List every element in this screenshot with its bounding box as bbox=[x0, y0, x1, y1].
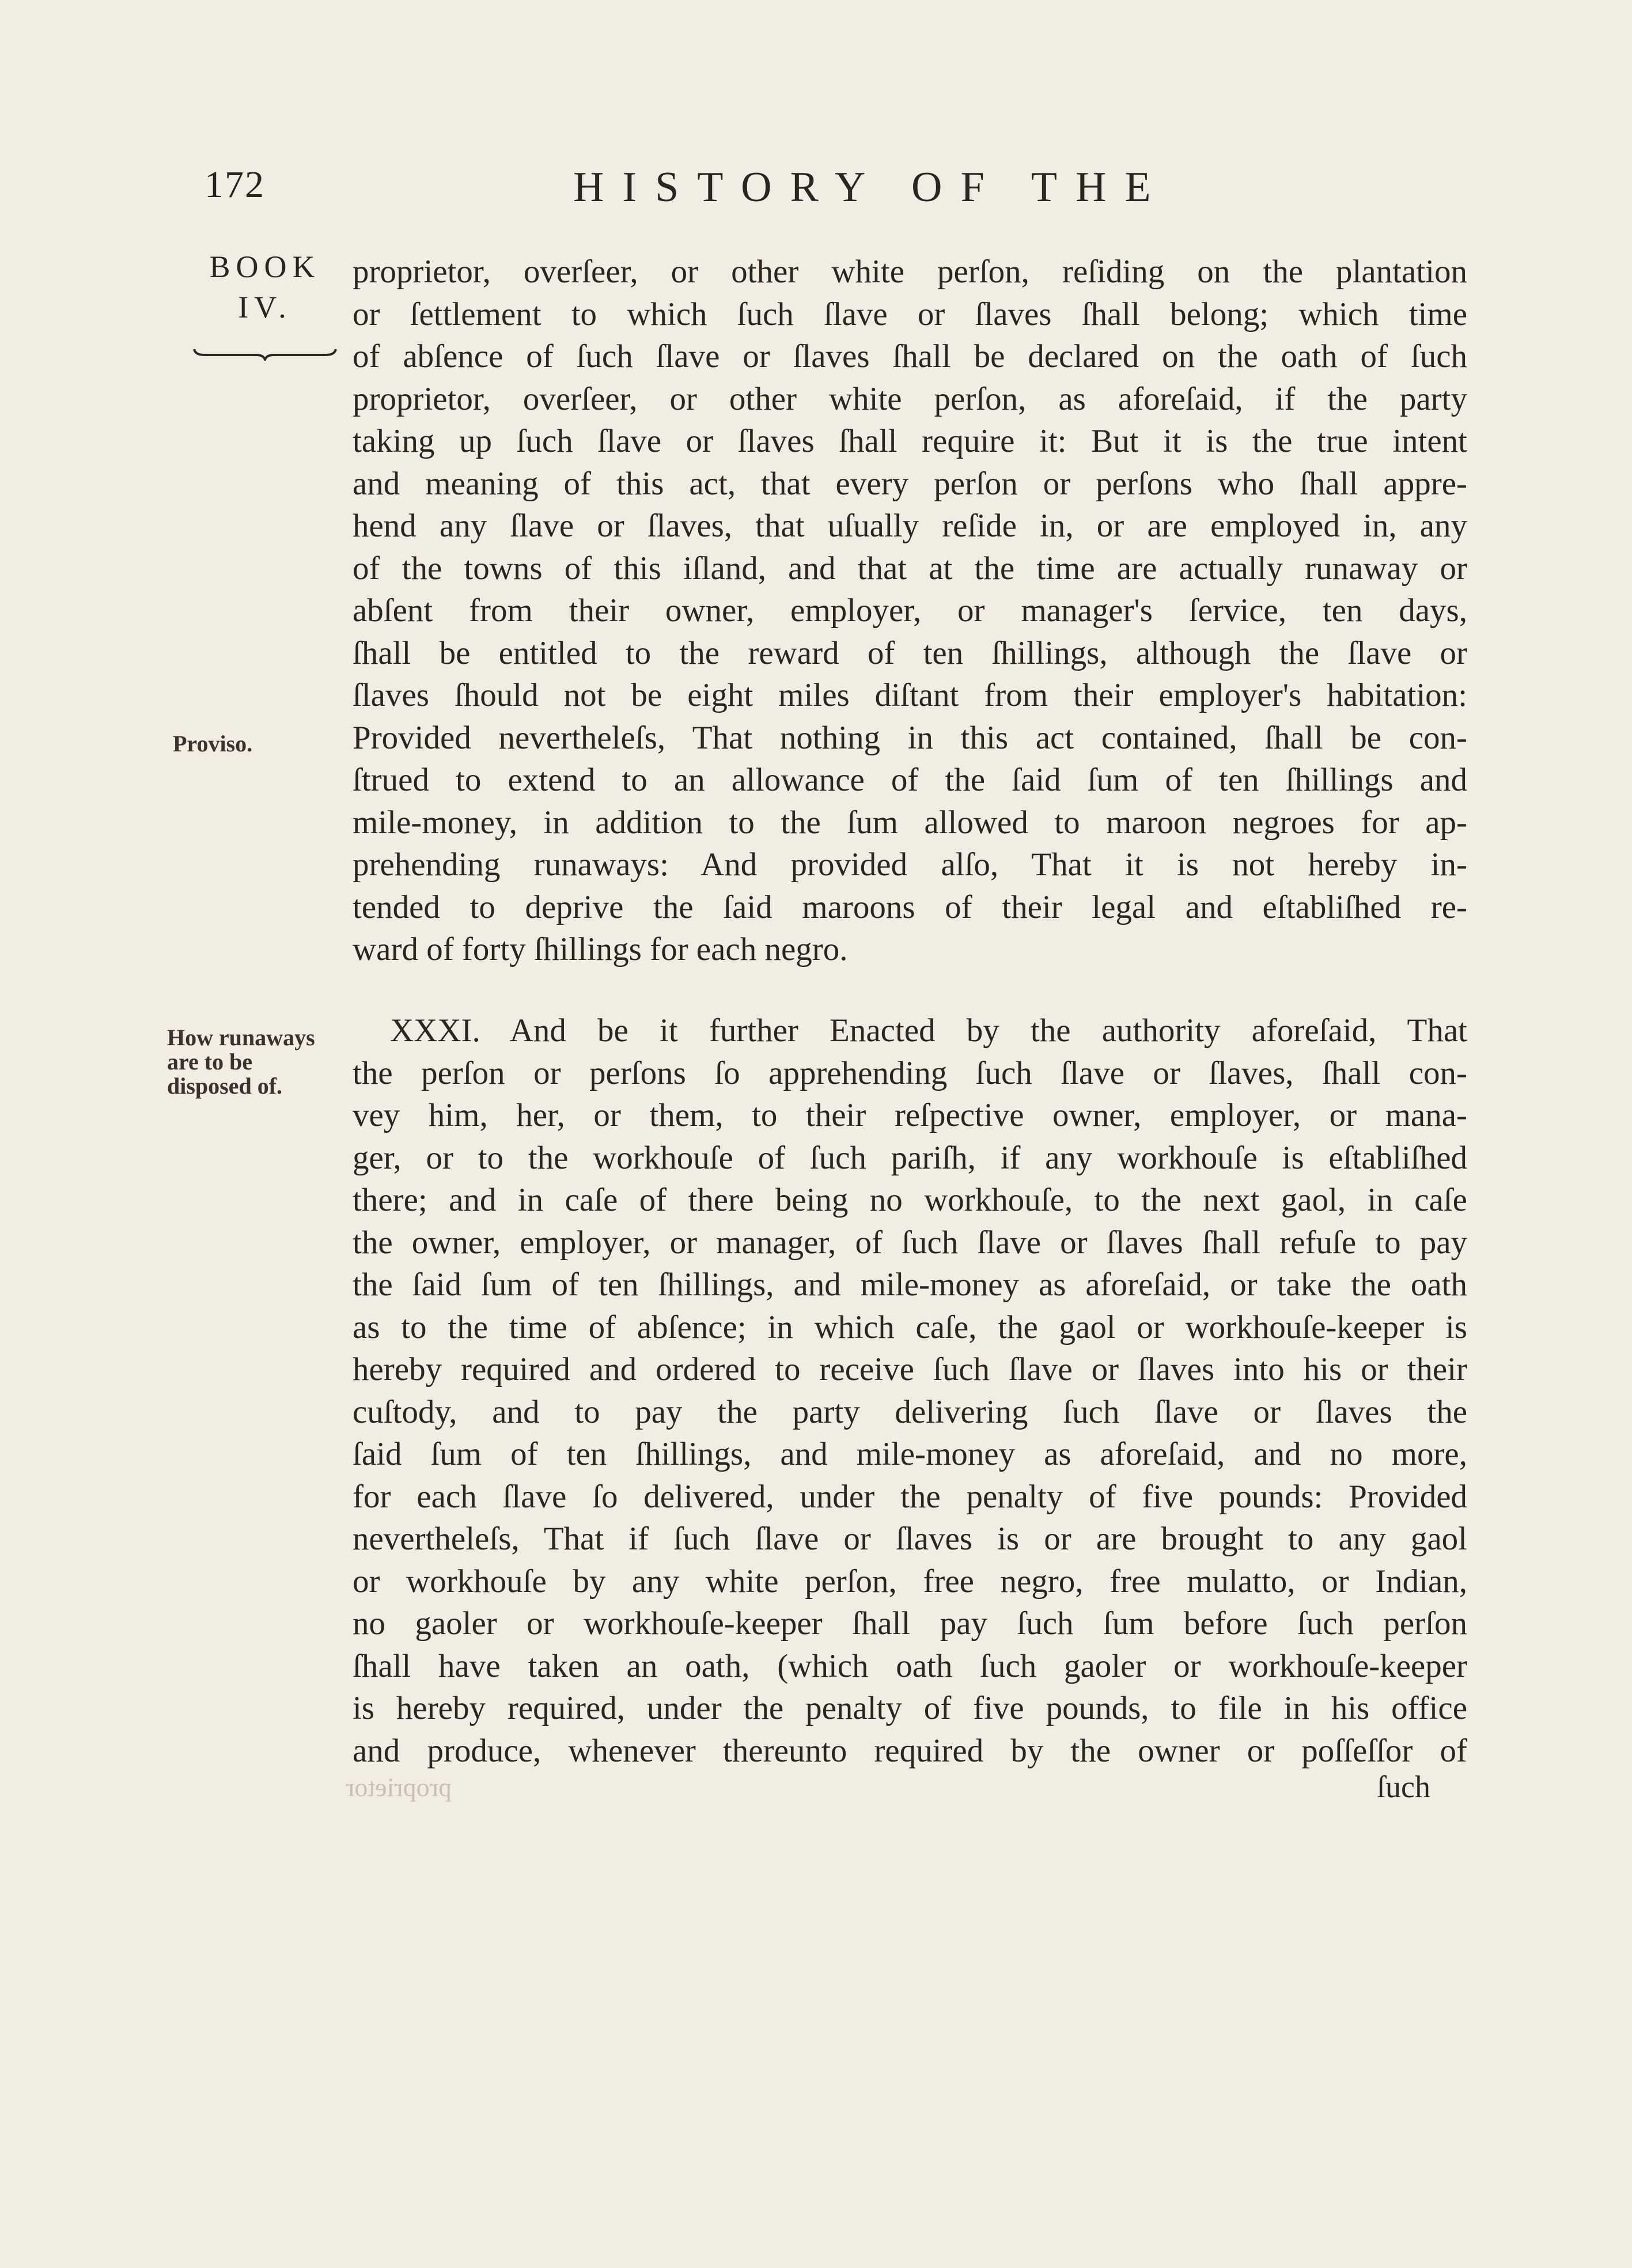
text-line: the ſaid ſum of ten ſhillings, and mile-money as aforeſaid, or take the oath bbox=[353, 1267, 1467, 1303]
text-line: proprietor, overſeer, or other white perſon, reſiding on the plantation bbox=[353, 254, 1467, 290]
book-label-word: BOOK bbox=[209, 250, 321, 284]
text-line: vey him, her, or them, to their reſpective owner, employer, or mana- bbox=[353, 1097, 1467, 1133]
text-line: ſhall be entitled to the reward of ten ſhillings, although the ſlave or bbox=[353, 634, 1467, 671]
text-line: taking up ſuch ſlave or ſlaves ſhall require it: But it is the true intent bbox=[353, 423, 1467, 459]
text-line: XXXI. And be it further Enacted by the authority aforeſaid, That bbox=[390, 1012, 1467, 1049]
text-line: is hereby required, under the penalty of five pounds, to file in his office bbox=[353, 1690, 1467, 1726]
text-line: ger, or to the workhouſe of ſuch pariſh, if any workhouſe is eſtabliſhed bbox=[353, 1139, 1467, 1176]
text-line: tended to deprive the ſaid maroons of their legal and eſtabliſhed re- bbox=[353, 889, 1467, 925]
text-line: of abſence of ſuch ſlave or ſlaves ſhall be declared on the oath of ſuch bbox=[353, 338, 1467, 375]
text-line: cuſtody, and to pay the party delivering ſuch ſlave or ſlaves the bbox=[353, 1393, 1467, 1430]
text-line: as to the time of abſence; in which caſe, the gaol or workhouſe-keeper is bbox=[353, 1309, 1467, 1345]
text-line: abſent from their owner, employer, or manager's ſervice, ten days, bbox=[353, 592, 1467, 629]
text-line: ſtrued to extend to an allowance of the ſaid ſum of ten ſhillings and bbox=[353, 762, 1467, 798]
text-line: and produce, whenever thereunto required by the owner or poſſeſſor of bbox=[353, 1732, 1467, 1769]
text-line: for each ſlave ſo delivered, under the penalty of five pounds: Provided bbox=[353, 1478, 1467, 1515]
text-line: hereby required and ordered to receive ſuch ſlave or ſlaves into his or their bbox=[353, 1351, 1467, 1388]
running-head: HISTORY OF THE bbox=[573, 164, 1169, 211]
margin-note-runaways: How runaways are to be disposed of. bbox=[167, 1025, 315, 1099]
text-line: or workhouſe by any white perſon, free negro, free mulatto, or Indian, bbox=[353, 1563, 1467, 1600]
book-volume: IV. bbox=[238, 290, 292, 324]
text-line: proprietor, overſeer, or other white perſon, as aforeſaid, if the party bbox=[353, 380, 1467, 417]
text-line: ſaid ſum of ten ſhillings, and mile-money as aforeſaid, and no more, bbox=[353, 1436, 1467, 1472]
text-line: of the towns of this iſland, and that at the time are actually runaway or bbox=[353, 550, 1467, 587]
text-line: the owner, employer, or manager, of ſuch ſlave or ſlaves ſhall refuſe to pay bbox=[353, 1224, 1467, 1261]
text-line: no gaoler or workhouſe-keeper ſhall pay ſuch ſum before ſuch perſon bbox=[353, 1605, 1467, 1642]
margin-note-proviso: Proviso. bbox=[173, 731, 253, 757]
text-line: ſhall have taken an oath, (which oath ſuch gaoler or workhouſe-keeper bbox=[353, 1647, 1467, 1684]
text-line: or ſettlement to which ſuch ſlave or ſlaves ſhall belong; which time bbox=[353, 296, 1467, 332]
text-line: nevertheleſs, That if ſuch ſlave or ſlaves is or are brought to any gaol bbox=[353, 1521, 1467, 1557]
brace-ornament bbox=[193, 347, 337, 361]
text-line: ward of forty ſhillings for each negro. bbox=[353, 931, 848, 967]
paragraph-2 bbox=[353, 1010, 1467, 1772]
text-line: ſlaves ſhould not be eight miles diſtant from their employer's habitation: bbox=[353, 677, 1467, 713]
text-line: mile-money, in addition to the ſum allowed to maroon negroes for ap- bbox=[353, 804, 1467, 841]
text-line: and meaning of this act, that every perſon or perſons who ſhall appre- bbox=[353, 465, 1467, 502]
text-line: hend any ſlave or ſlaves, that uſually reſide in, or are employed in, any bbox=[353, 508, 1467, 544]
text-line: the perſon or perſons ſo apprehending ſuch ſlave or ſlaves, ſhall con- bbox=[353, 1054, 1467, 1091]
text-line: prehending runaways: And provided alſo, That it is not hereby in- bbox=[353, 846, 1467, 883]
catchword: ſuch bbox=[1377, 1770, 1430, 1804]
show-through-text: proprietor bbox=[346, 1772, 452, 1802]
page-number: 172 bbox=[205, 164, 265, 206]
page-header bbox=[205, 163, 1288, 226]
book-label bbox=[190, 247, 340, 327]
text-line: there; and in caſe of there being no workhouſe, to the next gaol, in caſe bbox=[353, 1182, 1467, 1218]
text-line: Provided nevertheleſs, That nothing in this act contained, ſhall be con- bbox=[353, 719, 1467, 756]
paragraph-1 bbox=[353, 251, 1467, 971]
